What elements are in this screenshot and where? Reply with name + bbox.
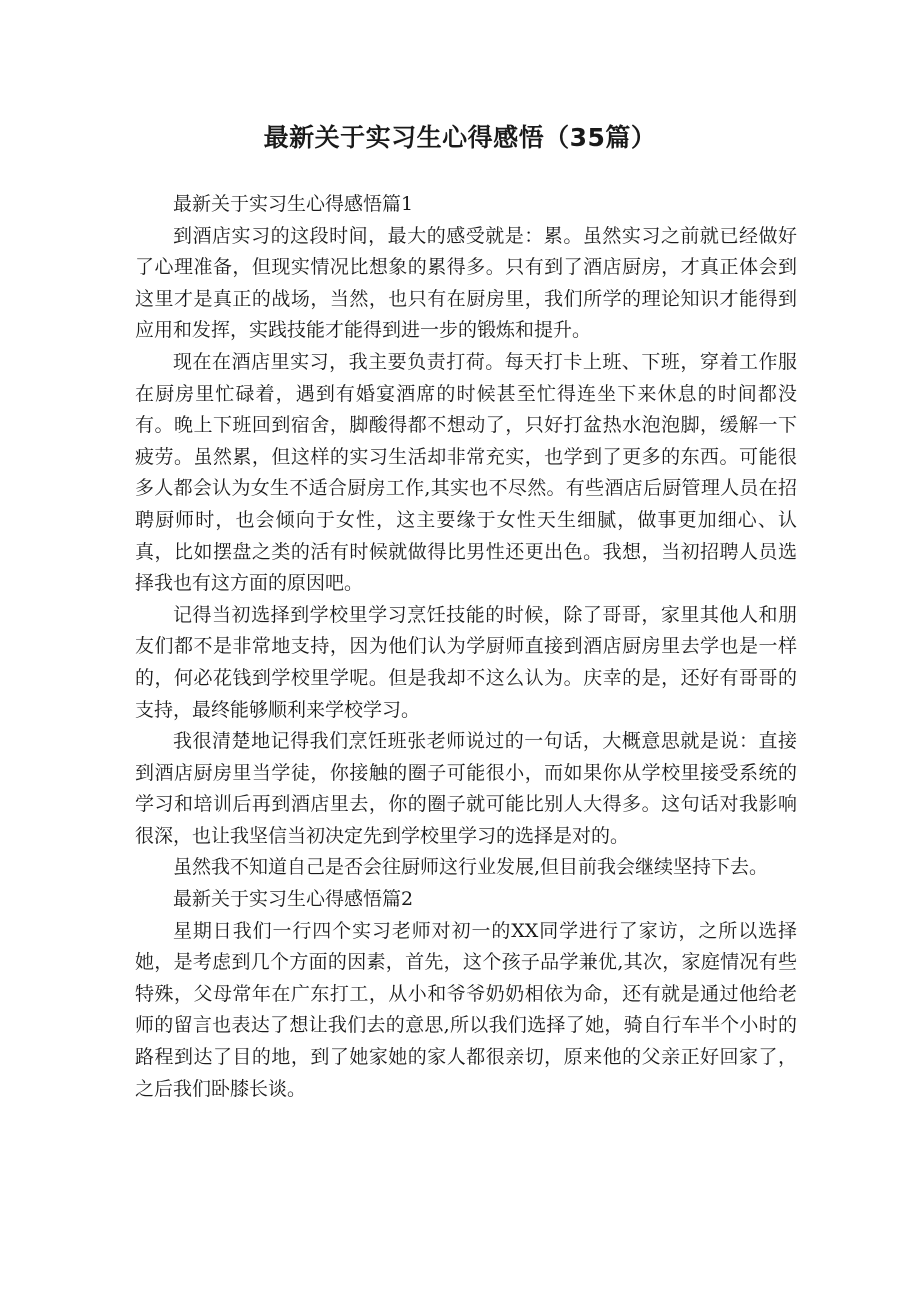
paragraph: 星期日我们一行四个实习老师对初一的XX同学进行了家访，之所以选择她，是考虑到几个方面的因素，首先，这个孩子品学兼优,其次，家庭情况有些特殊，父母常年在广东打工，从小和爷爷奶奶相依为命，还有就是通过他给老师的留言也表达了想让我们去的意思,所以我们选择了她，骑自行车半个小时的路程到达了目的地，到了她家她的家人都很亲切，原来他的父亲正好回家了，之后我们卧膝长谈。 [135, 919, 797, 1100]
section-heading-1: 最新关于实习生心得感悟篇1 [173, 193, 414, 215]
paragraph: 记得当初选择到学校里学习烹饪技能的时候，除了哥哥，家里其他人和朋友们都不是非常地支持，因为他们认为学厨师直接到酒店厨房里去学也是一样的，何必花钱到学校里学呢。但是我却不这么认为。庆幸的是，还好有哥哥的支持，最终能够顺利来学校学习。 [135, 603, 797, 721]
section-heading-2: 最新关于实习生心得感悟篇2 [173, 888, 414, 911]
paragraph: 到酒店实习的这段时间，最大的感受就是：累。虽然实习之前就已经做好了心理准备，但现实情况比想象的累得多。只有到了酒店厨房，才真正体会到这里才是真正的战场，当然，也只有在厨房里，我们所学的理论知识才能得到应用和发挥，实践技能才能得到进一步的锻炼和提升。 [135, 224, 797, 342]
paragraph: 现在在酒店里实习，我主要负责打荷。每天打卡上班、下班，穿着工作服在厨房里忙碌着，遇到有婚宴酒席的时候甚至忙得连坐下来休息的时间都没有。晚上下班回到宿舍，脚酸得都不想动了，只好打盆热水泡泡脚，缓解一下疲劳。虽然累，但这样的实习生活却非常充实，也学到了更多的东西。可能很多人都会认为女生不适合厨房工作,其实也不尽然。有些酒店后厨管理人员在招聘厨师时，也会倾向于女性，这主要缘于女性天生细腻，做事更加细心、认真，比如摆盘之类的活有时候就做得比男性还更出色。我想，当初招聘人员选择我也有这方面的原因吧。 [135, 350, 797, 595]
paragraph: 虽然我不知道自己是否会往厨师这行业发展,但目前我会继续坚持下去。 [173, 856, 769, 879]
document-body [135, 189, 797, 1105]
paragraph: 我很清楚地记得我们烹饪班张老师说过的一句话，大概意思就是说：直接到酒店厨房里当学徒，你接触的圈子可能很小，而如果你从学校里接受系统的学习和培训后再到酒店里去，你的圈子就可能比别人大得多。这句话对我影响很深，也让我坚信当初决定先到学校里学习的选择是对的。 [135, 730, 797, 847]
document-title: 最新关于实习生心得感悟（35篇） [263, 123, 657, 152]
